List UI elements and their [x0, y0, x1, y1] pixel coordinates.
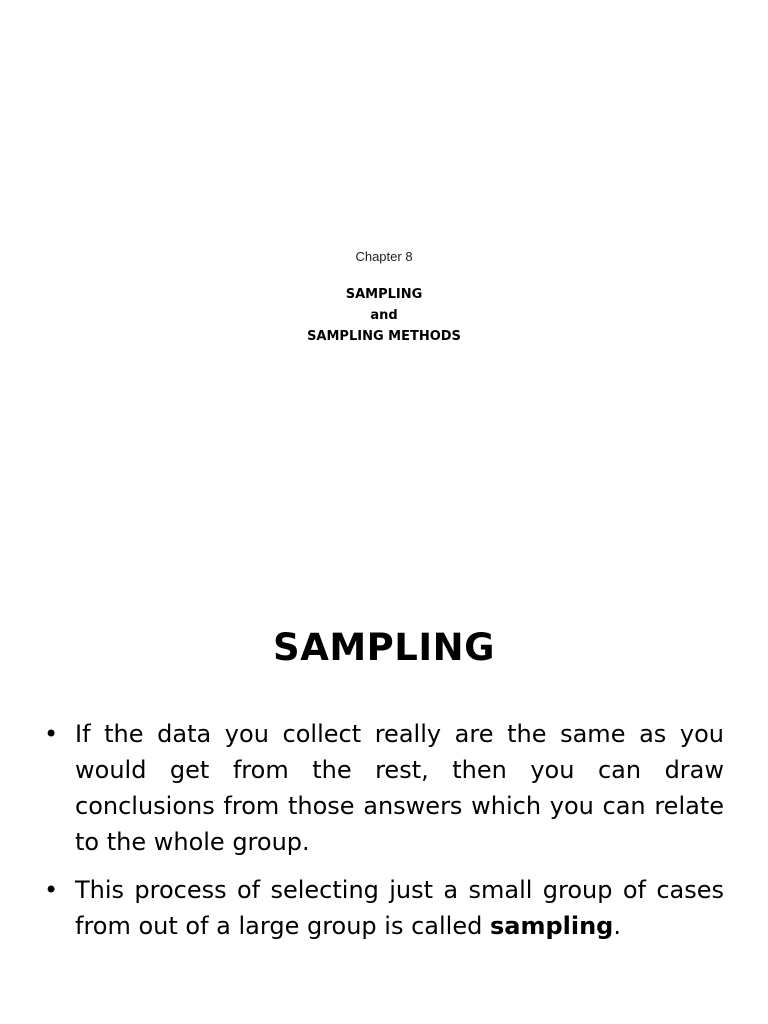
bullet-list	[40, 716, 724, 956]
bullet-item	[40, 716, 724, 860]
slide-heading: SAMPLING	[273, 626, 495, 669]
title-line-3: SAMPLING METHODS	[307, 329, 461, 344]
bullet-text: If the data you collect really are the same as you would get from the rest, then you can draw conclusions from those answers which you can relate to the whole group.	[75, 720, 724, 856]
title-line-2: and	[370, 308, 398, 323]
chapter-label: Chapter 8	[355, 249, 413, 264]
bullet-text-end: .	[613, 912, 621, 940]
bullet-icon: •	[44, 876, 59, 904]
content-slide	[0, 576, 768, 1024]
bold-term: sampling	[489, 912, 614, 940]
bullet-item	[40, 872, 724, 944]
title-line-1: SAMPLING	[345, 287, 423, 302]
chapter-title	[0, 284, 768, 347]
bullet-text: This process of selecting just a small group of cases from out of a large group is called	[75, 876, 724, 940]
bullet-icon: •	[44, 720, 59, 748]
